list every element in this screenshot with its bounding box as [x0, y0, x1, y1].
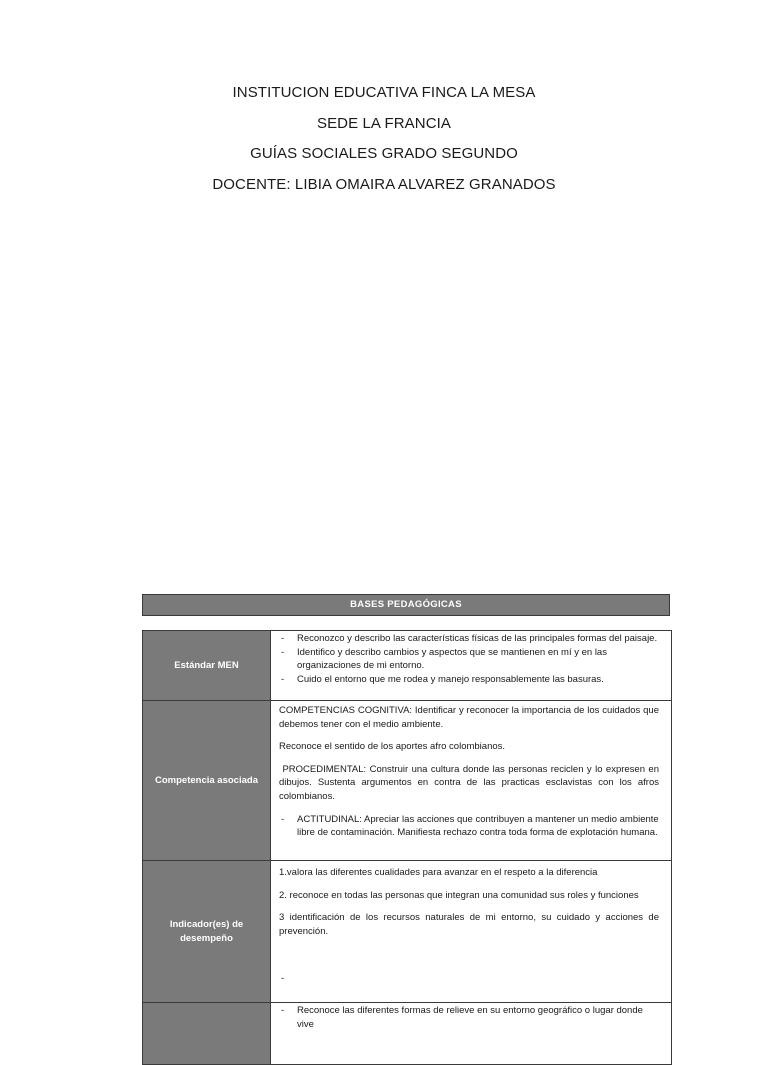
campus-name: SEDE LA FRANCIA	[316, 114, 452, 132]
competencia-cognitiva: COMPETENCIAS COGNITIVA: Identificar y reconocer la importancia de los cuidados que debemos tener con el medio ambiente.	[279, 705, 659, 730]
last-list	[279, 1004, 659, 1031]
table-row-competencia	[143, 701, 672, 861]
table-row-estandar	[143, 631, 672, 701]
last-label	[143, 1003, 271, 1065]
estandar-content	[271, 631, 672, 701]
document-header	[0, 78, 768, 200]
indicador-1: 1.valora las diferentes cualidades para avanzar en el respeto a la diferencia	[279, 867, 598, 878]
table-row-indicador	[143, 861, 672, 1003]
table-row-last	[143, 1003, 672, 1065]
list-item: - Cuido el entorno que me rodea y manejo responsablemente las basuras.	[279, 673, 659, 687]
indicador-label: Indicador(es) de desempeño	[143, 861, 271, 1003]
last-content	[271, 1003, 672, 1065]
guide-title: GUÍAS SOCIALES GRADO SEGUNDO	[250, 145, 518, 162]
indicador-content	[271, 861, 672, 1003]
competencia-afro: Reconoce el sentido de los aportes afro colombianos.	[279, 741, 506, 753]
list-item: - Identifico y describo cambios y aspectos que se mantienen en mí y en las organizaciones de mi entorno.	[279, 646, 659, 673]
indicador-2: 2. reconoce en todas las personas que integran una comunidad sus roles y funciones	[279, 889, 639, 901]
pedagogical-table	[142, 630, 672, 1065]
estandar-label: Estándar MEN	[143, 631, 271, 701]
list-item: - ACTITUDINAL: Apreciar las acciones que contribuyen a mantener un medio ambiente libre de contaminación. Manifiesta rechazo contra toda forma de explotación humana.	[279, 813, 659, 840]
teacher-name: DOCENTE: LIBIA OMAIRA ALVAREZ GRANADOS	[212, 175, 556, 193]
indicador-3: 3 identificación de los recursos naturales de mi entorno, su cuidado y acciones de prevención.	[279, 912, 659, 937]
estandar-list	[279, 632, 659, 686]
list-item: - Reconozco y describo las características físicas de las principales formas del paisaje.	[279, 632, 659, 646]
competencia-list	[279, 813, 659, 840]
competencia-label: Competencia asociada	[143, 701, 271, 861]
bases-pedagogicas-title: BASES PEDAGÓGICAS	[142, 594, 670, 616]
competencia-procedimental: PROCEDIMENTAL: Construir una cultura donde las personas reciclen y lo expresen en dibujos. Sustenta argumentos en contra de las practicas esclavistas con los afros colombianos.	[279, 763, 662, 802]
list-item: - Reconoce las diferentes formas de relieve en su entorno geográfico o lugar donde vive	[279, 1004, 659, 1031]
school-name: INSTITUCION EDUCATIVA FINCA LA MESA	[232, 84, 536, 101]
competencia-content	[271, 701, 672, 861]
